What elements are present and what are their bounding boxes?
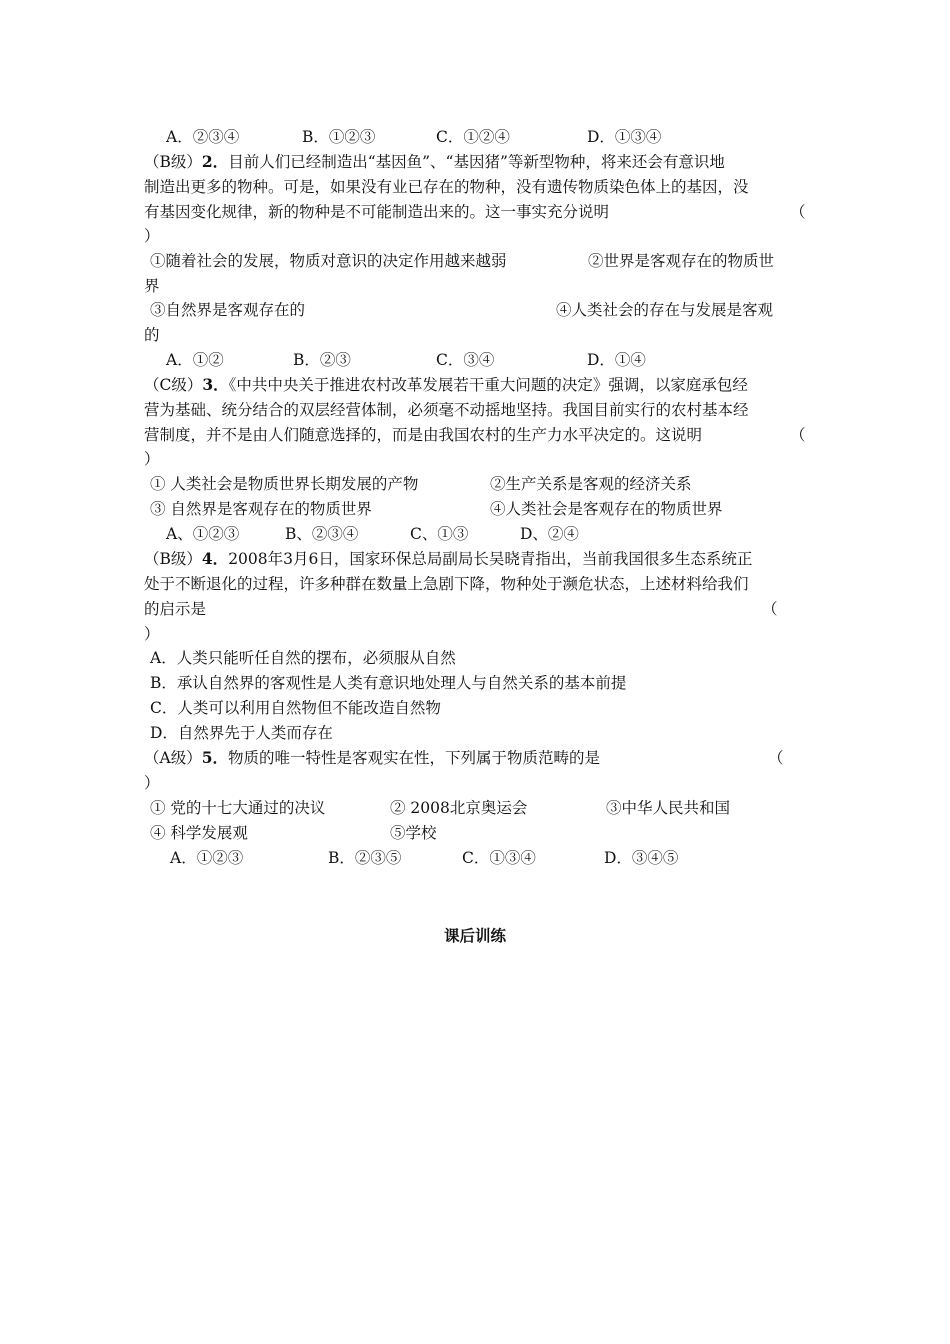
q2-item-3: ③自然界是客观存在的 [150, 301, 306, 319]
q4-answer-paren-close: ） [144, 625, 160, 643]
q3-item-3: ③ 自然界是客观存在的物质世界 [150, 500, 372, 518]
q1-option-c: C．①②④ [436, 128, 510, 146]
q2-number: 2． [201, 152, 229, 171]
q5-item-4: ④ 科学发展观 [150, 824, 248, 842]
q2-stem-line-1 [144, 152, 725, 172]
section-title: 课后训练 [443, 926, 506, 945]
q2-option-c: C．③④ [436, 351, 495, 369]
q3-option-d: D、②④ [520, 525, 579, 543]
q2-item-2: ②世界是客观存在的物质世 [588, 252, 775, 270]
q5-stem-line [144, 748, 600, 768]
q5-number: 5． [201, 748, 228, 767]
q2-stem-text-1: 目前人们已经制造出“基因鱼”、“基因猪”等新型物种，将来还会有意识地 [228, 153, 725, 171]
q5-option-c: C．①③④ [462, 849, 536, 867]
q5-level: （A级） [144, 749, 202, 767]
q2-item-1: ①随着社会的发展，物质对意识的决定作用越来越弱 [150, 252, 507, 270]
q4-stem-line-1 [144, 549, 752, 569]
q3-option-c: C、①③ [410, 525, 469, 543]
q4-option-d: D．自然界先于人类而存在 [150, 724, 333, 742]
q5-option-d: D．③④⑤ [604, 849, 679, 867]
q2-item-2-continued: 界 [144, 277, 160, 295]
q2-answer-paren-close: ） [144, 227, 160, 245]
q2-level: （B级） [144, 153, 202, 171]
q3-stem-line-3: 营制度，并不是由人们随意选择的，而是由我国农村的生产力水平决定的。这说明 [144, 426, 703, 444]
q4-answer-paren-open: （ [762, 600, 778, 618]
q2-item-4: ④人类社会的存在与发展是客观 [556, 301, 774, 319]
q4-stem-text-1: 2008年3月6日，国家环保总局副局长吴晓青指出，当前我国很多生态系统正 [228, 550, 753, 568]
q3-stem-line-2: 营为基础、统分结合的双层经营体制，必须毫不动摇地坚持。我国目前实行的农村基本经 [144, 401, 749, 419]
q4-stem-line-3: 的启示是 [144, 600, 207, 618]
q5-stem-text: 物质的唯一特性是客观实在性，下列属于物质范畴的是 [228, 749, 601, 767]
q3-stem-text-1: 《中共中央关于推进农村改革发展若干重大问题的决定》强调，以家庭承包经 [228, 376, 748, 394]
q5-item-1: ① 党的十七大通过的决议 [150, 799, 326, 817]
q2-stem-line-3: 有基因变化规律，新的物种是不可能制造出来的。这一事实充分说明 [144, 203, 610, 221]
q4-stem-line-2: 处于不断退化的过程，许多种群在数量上急剧下降，物种处于濒危状态，上述材料给我们 [144, 575, 749, 593]
q5-item-3: ③中华人民共和国 [606, 799, 731, 817]
q3-stem-line-1 [144, 375, 748, 395]
q5-answer-paren-close: ） [144, 774, 160, 792]
q2-stem-line-2: 制造出更多的物种。可是，如果没有业已存在的物种，没有遗传物质染色体上的基因，没 [144, 178, 749, 196]
q3-level: （C级） [144, 376, 203, 394]
q4-option-b: B．承认自然界的客观性是人类有意识地处理人与自然关系的基本前提 [150, 674, 627, 692]
q3-item-2: ②生产关系是客观的经济关系 [490, 475, 692, 493]
q3-option-a: A、①②③ [166, 525, 240, 543]
q5-option-b: B．②③⑤ [328, 849, 402, 867]
q4-option-c: C．人类可以利用自然物但不能改造自然物 [150, 699, 441, 717]
q4-number: 4． [201, 549, 229, 568]
q4-level: （B级） [144, 550, 202, 568]
q1-option-a: A．②③④ [166, 128, 240, 146]
q4-option-a: A．人类只能听任自然的摆布，必须服从自然 [150, 649, 456, 667]
q2-item-4-continued: 的 [144, 326, 160, 344]
q2-option-d: D．①④ [587, 351, 646, 369]
q5-item-5: ⑤学校 [390, 824, 437, 842]
q1-option-b: B．①②③ [302, 128, 376, 146]
q3-answer-paren-close: ） [144, 450, 160, 468]
q1-option-d: D．①③④ [587, 128, 662, 146]
q2-answer-paren-open: （ [790, 203, 806, 221]
q3-item-1: ① 人类社会是物质世界长期发展的产物 [150, 475, 419, 493]
q5-item-2: ② 2008北京奥运会 [390, 799, 528, 817]
q3-answer-paren-open: （ [790, 426, 806, 444]
q2-option-b: B．②③ [293, 351, 351, 369]
q2-option-a: A．①② [166, 351, 224, 369]
q5-answer-paren-open: （ [768, 749, 784, 767]
q3-number: 3． [202, 375, 229, 394]
q5-option-a: A．①②③ [170, 849, 244, 867]
q3-item-4: ④人类社会是客观存在的物质世界 [490, 500, 723, 518]
q3-option-b: B、②③④ [285, 525, 359, 543]
